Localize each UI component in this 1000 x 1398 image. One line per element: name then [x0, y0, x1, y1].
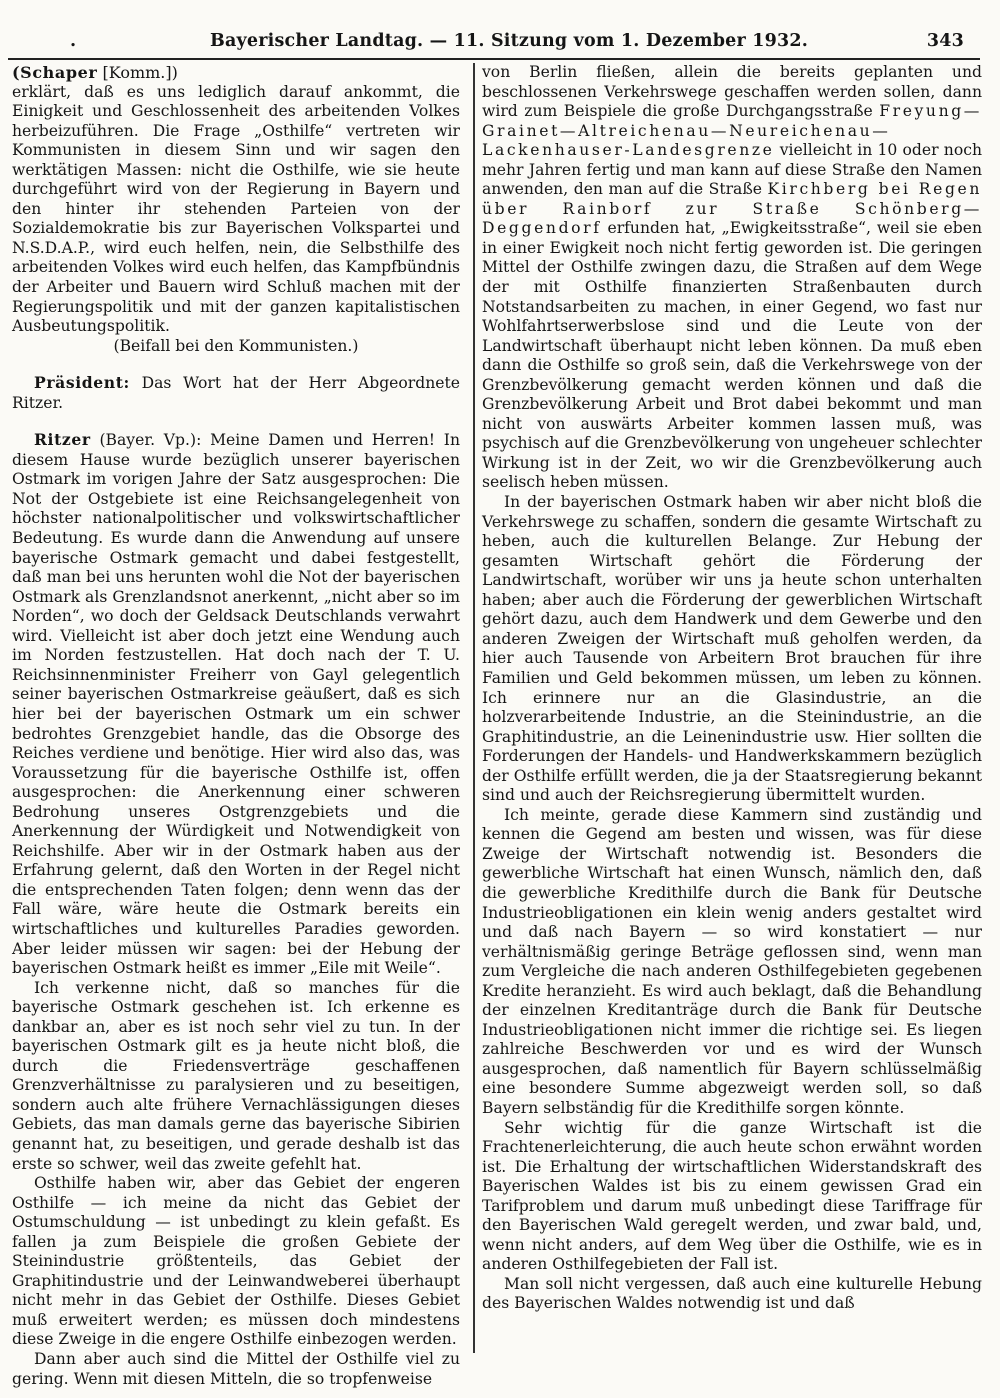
speaker-header	[12, 63, 460, 83]
route-name: Kirchberg bei Regen über Rainborf zur Straße Schönberg—Deggendorf	[482, 180, 982, 238]
ritzer-text: (Bayer. Vp.): Meine Damen und Herren! In diesem Hause wurde bezüglich unserer bayerischen Ostmark im vorigen Jahre der Satz ausgesprochen: Die Not der Ostgebiete ist eine Reichsangelegenheit von höchster nationalpolitischer und volkswirtschaftlicher Bedeutung. Es wurde dann die Anwendung auf unsere bayerische Ostmark gemacht und dabei festgestellt, daß man bei uns herunten wohl die Not der bayerischen Ostmark als Grenzlandsnot anerkennt, „nicht aber so im Norden“, wo doch der Geldsack Deutschlands verwahrt wird. Vielleicht ist aber doch jetzt eine Wendung auch im Norden festzustellen. Hat doch nach der T. U. Reichsinnenminister Freiherr von Gayl gelegentlich seiner bayerischen Ostmarkreise geäußert, daß es sich hier bei der bayerischen Ostmark um ein schwer bedrohtes Grenzgebiet handle, das die Obsorge des Reiches verdiene und benötige. Hier wird also das, was Voraussetzung für die bayerische Osthilfe ist, offen ausgesprochen: die Anerkennung einer schweren Bedrohung unseres Ostgrenzgebiets und die Anerkennung der Würdigkeit und Notwendigkeit von Reichshilfe. Aber wir in der Ostmark haben aus der Erfahrung gelernt, daß den Worten in der Regel nicht die entsprechenden Taten folgen; denn wenn das der Fall wäre, wäre heute die Ostmark bereits ein wirtschaftliches und kulturelles Paradies geworden. Aber leider müssen wir sagen: bei der Hebung der bayerischen Ostmark heißt es immer „Eile mit Weile“.	[12, 431, 460, 978]
paragraph: erklärt, daß es uns lediglich darauf ankommt, die Einigkeit und Geschlossenheit des arbeitenden Volkes herbeizuführen. Die Frage „Osthilfe“ vertreten wir Kommunisten in diesem Sinn und wir sagen den werktätigen Massen: nicht die Osthilfe, wie sie heute durchgeführt wird von der Regierung in Bayern und den hinter ihr stehenden Parteien von der Sozialdemokratie bis zur Bayerischen Volkspartei und N.S.D.A.P., wird euch helfen, nein, die Selbsthilfe des arbeitenden Volkes wird euch helfen, das Kampfbündnis der Arbeiter und Bauern wird Schluß machen mit der Regierungspolitik und mit der ganzen kapitalistischen Ausbeutungspolitik.	[12, 82, 460, 336]
header-dot: .	[70, 31, 77, 51]
speaker-name: (Schaper	[12, 63, 98, 82]
speaker-president: Präsident:	[34, 373, 130, 393]
running-header	[70, 31, 964, 55]
left-column	[12, 63, 460, 1389]
paragraph: Sehr wichtig für die ganze Wirtschaft ist die Frachtenerleichterung, die auch heute schon erwähnt worden ist. Die Erhaltung der wirtschaftlichen Widerstandskraft des Bayerischen Waldes ist bis zu einem gewissen Grad ein Tarifproblem und darum muß unbedingt diese Tariffrage für den Bayerischen Wald geregelt werden, und zwar bald, und, wenn nicht anders, auf dem Weg über die Osthilfe, wie es in anderen Osthilfegebieten der Fall ist.	[482, 1118, 982, 1274]
paragraph: Dann aber auch sind die Mittel der Osthilfe viel zu gering. Wenn mit diesen Mitteln, die so tropfenweise	[12, 1350, 460, 1388]
paragraph: Man soll nicht vergessen, daß auch eine kulturelle Hebung des Bayerischen Waldes notwendig ist und daß	[482, 1274, 982, 1313]
paragraph: Ich verkenne nicht, daß so manches für die bayerische Ostmark geschehen ist. Ich erkenne es dankbar an, aber es ist noch sehr viel zu tun. In der bayerischen Ostmark gilt es ja heute nicht bloß, die durch die Friedensverträge geschaffenen Grenzverhältnisse zu paralysieren und zu beseitigen, sondern auch alte frühere Vernachlässigungen dieses Gebiets, das man damals gerne das bayerische Sibirien genannt hat, zu beseitigen, und gerade deshalb ist das erste so schwer, weil das zweite gefehlt hat.	[12, 978, 460, 1173]
text-run: vielleicht in 10 oder noch mehr Jahren fertig und man kann auf diese Straße den Namen anwenden, den man auf die Straße	[482, 141, 982, 199]
president-paragraph	[12, 373, 460, 413]
speaker-ritzer: Ritzer	[34, 430, 91, 450]
speaker-party: [Komm.])	[97, 63, 178, 82]
applause-note: (Beifall bei den Kommunisten.)	[113, 336, 359, 355]
paragraph: Osthilfe haben wir, aber das Gebiet der engeren Osthilfe — ich meine da nicht das Gebiet der Ostumschuldung — ist unbedingt zu klein gefaßt. Es fallen ja zum Beispiele die großen Gebiete der Steinindustrie größtenteils, das Gebiet der Graphitindustrie und der Leinwandweberei überhaupt nicht mehr in das Gebiet der Osthilfe. Dieses Gebiet muß erweitert werden; es müssen doch mindestens diese Zweige in die engere Osthilfe einbezogen werden.	[12, 1174, 460, 1349]
header-title: Bayerischer Landtag. — 11. Sitzung vom 1. Dezember 1932.	[210, 31, 809, 51]
ritzer-paragraph	[12, 430, 460, 978]
paragraph: Ich meinte, gerade diese Kammern sind zuständig und kennen die Gegend am besten und wissen, was für diese Zweige der Wirtschaft notwendig ist. Besonders die gewerbliche Wirtschaft hat einen Wunsch, nämlich den, daß die gewerbliche Kredithilfe durch die Bank für Deutsche Industrieobligationen ein klein wenig anders gestaltet wird und daß nach Bayern — so wird konstatiert — nur verhältnismäßig geringe Beträge geflossen sind, wenn man zum Vergleiche die nach anderen Osthilfegebieten gegebenen Kredite heranzieht. Es wird auch beklagt, daß die Behandlung der einzelnen Kreditanträge durch die Bank für Deutsche Industrieobligationen nicht immer die richtige sei. Es liegen zahlreiche Beschwerden vor und es wird der Wunsch ausgesprochen, daß namentlich für Bayern schlüsselmäßig eine besondere Summe abgezweigt werden soll, so daß Bayern selbständig für die Kredithilfe sorgen könnte.	[482, 805, 982, 1117]
text-run: von Berlin fließen, allein die bereits geplanten und beschlossenen Verkehrswege geschaffen werden sollen, dann wird zum Beispiele die große Durchgangsstraße	[482, 63, 982, 121]
spacer	[12, 356, 460, 373]
president-text: Das Wort hat der Herr Abgeordnete Ritzer.	[12, 374, 460, 412]
column-divider	[473, 63, 475, 1353]
header-rule	[8, 58, 980, 60]
page-number: 343	[926, 31, 964, 51]
text-run: erfunden hat, „Ewigkeitsstraße“, weil sie eben in einer Ewigkeit noch nicht fertig geworden ist. Die geringen Mittel der Osthilfe zwingen dazu, die Straßen auf dem Wege der mit Osthilfe finanzierten Straßenbauten durch Notstandsarbeiten zu machen, in einer Gegend, wo fast nur Wohlfahrtserwerbslose sind und die Leute von der Landwirtschaft überhaupt nicht leben können. Da muß eben dann die Osthilfe so groß sein, daß die Verkehrswege von der Grenzbevölkerung gemacht werden können und daß die Grenzbevölkerung Arbeit und Brot dabei bekommt und man nicht von auswärts Arbeiter kommen lassen muß, was psychisch auf die Grenzbevölkerung von ungeheuer schlechter Wirkung ist in der Zeit, wo wir die Grenzbevölkerung auch seelisch heben müssen.	[482, 219, 982, 492]
paragraph	[482, 63, 982, 493]
route-name: Freyung—Grainet—Altreichenau—Neureichenau—Lackenhauser-Landesgrenze	[482, 102, 982, 160]
spacer	[12, 413, 460, 430]
paragraph: In der bayerischen Ostmark haben wir aber nicht bloß die Verkehrswege zu schaffen, sondern die gesamte Wirtschaft zu heben, auch die kulturellen Belange. Zur Hebung der gesamten Wirtschaft gehört die Förderung der Landwirtschaft, worüber wir uns ja heute schon unterhalten haben; aber auch die Förderung der gewerblichen Wirtschaft gehört dazu, auch dem Handwerk und dem Gewerbe und den anderen Zweigen der Wirtschaft muß geholfen werden, da hier auch Tausende von Arbeitern Brot brauchen für ihre Familien und Geld bekommen müssen, um leben zu können. Ich erinnere nur an die Glasindustrie, an die holzverarbeitende Industrie, an die Steinindustrie, an die Graphitindustrie, an die Leinenindustrie usw. Hier sollten die Forderungen der Handels- und Handwerkskammern bezüglich der Osthilfe erfüllt werden, die ja der Staatsregierung bekannt sind und auch der Reichsregierung übermittelt wurden.	[482, 493, 982, 805]
right-column	[482, 63, 982, 1314]
